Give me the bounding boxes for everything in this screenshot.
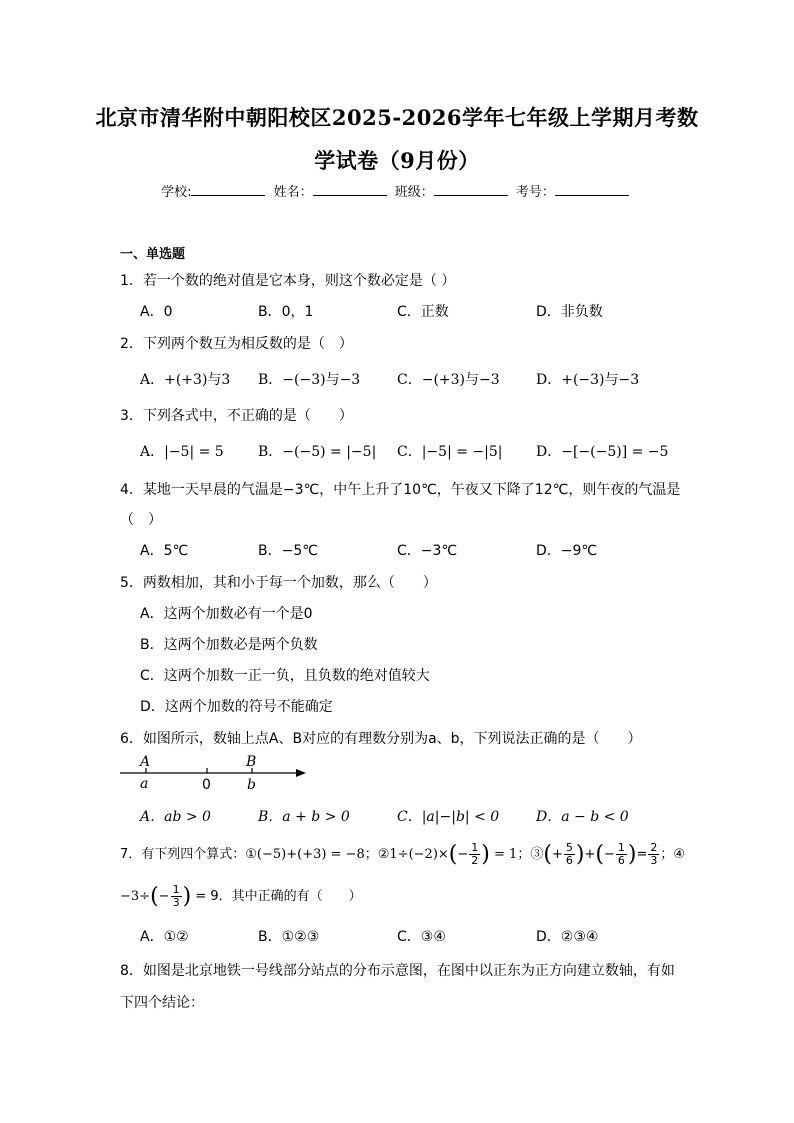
q7-frac-one-three: $\frac{1}{3}$ bbox=[172, 883, 180, 909]
q2-option-a[interactable]: A．+(+3)与3 bbox=[140, 372, 231, 388]
q3-option-d[interactable]: D．−[−(−5)] = −5 bbox=[536, 444, 669, 460]
q7-frac-half: $\frac{1}{2}$ bbox=[471, 841, 479, 867]
q6-option-d[interactable]: D．a − b < 0 bbox=[536, 809, 629, 825]
q3-option-a[interactable]: A．|−5| = 5 bbox=[140, 444, 224, 460]
point-b-label: B bbox=[246, 754, 257, 770]
class-label: 班级： bbox=[394, 185, 434, 200]
q6-option-c[interactable]: C．|a|−|b| < 0 bbox=[397, 809, 500, 825]
id-blank[interactable] bbox=[555, 183, 629, 196]
q4-option-d[interactable]: D．−9℃ bbox=[536, 543, 598, 559]
question-5-stem: 5．两数相加，其和小于每一个加数，那么（ ） bbox=[120, 575, 437, 591]
student-info-line bbox=[0, 181, 794, 200]
school-blank[interactable] bbox=[191, 183, 265, 196]
question-6-stem: 6．如图所示，数轴上点A、B对应的有理数分别为a、b，下列说法正确的是（ ） bbox=[120, 731, 642, 747]
q7-expr4-pre: −3÷ bbox=[120, 889, 151, 904]
origin-label: 0 bbox=[202, 777, 211, 793]
value-a-label: a bbox=[140, 776, 149, 792]
q7-frac-two-three: $\frac{2}{3}$ bbox=[650, 841, 658, 867]
q7-option-d[interactable]: D．②③④ bbox=[536, 929, 599, 945]
q7-expr2-pre: ②1÷(−2)× bbox=[377, 847, 449, 862]
q2-option-c[interactable]: C．−(+3)与−3 bbox=[397, 372, 500, 388]
q4-option-a[interactable]: A．5℃ bbox=[140, 543, 189, 559]
q7-option-b[interactable]: B．①②③ bbox=[258, 929, 320, 945]
q5-option-b[interactable]: B．这两个加数必是两个负数 bbox=[140, 637, 318, 653]
question-7-stem-line2: −3÷(− $\frac{1}{3}$ ) = 9．其中正确的有（ ） bbox=[120, 883, 362, 909]
question-2-stem: 2．下列两个数互为相反数的是（ ） bbox=[120, 336, 353, 352]
school-label: 学校: bbox=[161, 185, 192, 200]
q7-frac-five-six: $\frac{5}{6}$ bbox=[565, 841, 573, 867]
q7-option-c[interactable]: C．③④ bbox=[397, 929, 446, 945]
point-a-label: A bbox=[140, 754, 151, 770]
exam-title-line2: 学试卷（9月份） bbox=[314, 148, 480, 173]
q4-option-c[interactable]: C．−3℃ bbox=[397, 543, 458, 559]
q2-option-b[interactable]: B．−(−3)与−3 bbox=[258, 372, 361, 388]
number-line-figure bbox=[118, 752, 318, 794]
q7-expr3-post: ；④ bbox=[660, 847, 685, 862]
name-label: 姓名： bbox=[273, 185, 313, 200]
question-4-stem-cont: （ ） bbox=[120, 512, 162, 528]
question-7-stem-line1: 7．有下列四个算式：①(−5)+(+3) = −8；②1÷(−2)×(− $\frac{1}{2}$ ) = 1；③(+ $\frac{5}{6}$ )+(− $\frac{1}{6}$ )= $\frac{2}{3}$ ；④ bbox=[120, 841, 685, 867]
q7-expr4-post: = 9．其中正确的有（ ） bbox=[191, 889, 362, 904]
q7-frac-one-six: $\frac{1}{6}$ bbox=[617, 841, 625, 867]
q7-option-a[interactable]: A．①② bbox=[140, 929, 189, 945]
q1-option-a[interactable]: A．0 bbox=[140, 304, 173, 320]
q7-expr2-post: = 1； bbox=[489, 847, 531, 862]
q7-expr3-pre: ③ bbox=[530, 847, 544, 862]
question-1-stem: 1．若一个数的绝对值是它本身，则这个数必定是（ ） bbox=[120, 273, 456, 289]
q6-option-b[interactable]: B．a + b > 0 bbox=[258, 809, 350, 825]
section-title: 一、单选题 bbox=[120, 247, 186, 262]
q1-option-c[interactable]: C．正数 bbox=[397, 304, 449, 320]
question-3-stem: 3．下列各式中，不正确的是（ ） bbox=[120, 408, 353, 424]
q1-option-d[interactable]: D．非负数 bbox=[536, 304, 603, 320]
question-4-stem: 4．某地一天早晨的气温是−3℃，中午上升了10℃，午夜又下降了12℃，则午夜的气温是 bbox=[120, 482, 681, 498]
q7-intro: 7．有下列四个算式： bbox=[120, 847, 246, 862]
q7-expr1: ①(−5)+(+3) = −8； bbox=[245, 847, 378, 862]
id-label: 考号： bbox=[515, 185, 555, 200]
q3-option-b[interactable]: B．−(−5) = |−5| bbox=[258, 444, 377, 460]
arrow-right-icon bbox=[296, 769, 306, 777]
question-8-stem-cont: 下四个结论： bbox=[120, 995, 204, 1011]
value-b-label: b bbox=[247, 777, 256, 793]
class-blank[interactable] bbox=[434, 183, 508, 196]
q6-option-a[interactable]: A．ab > 0 bbox=[140, 809, 211, 825]
q2-option-d[interactable]: D．+(−3)与−3 bbox=[536, 372, 640, 388]
q3-option-c[interactable]: C．|−5| = −|5| bbox=[397, 444, 503, 460]
name-blank[interactable] bbox=[313, 183, 387, 196]
question-8-stem: 8．如图是北京地铁一号线部分站点的分布示意图，在图中以正东为正方向建立数轴，有如 bbox=[120, 963, 675, 979]
q5-option-a[interactable]: A．这两个加数必有一个是0 bbox=[140, 606, 313, 622]
q1-option-b[interactable]: B．0，1 bbox=[258, 304, 314, 320]
q5-option-d[interactable]: D．这两个加数的符号不能确定 bbox=[140, 699, 333, 715]
q4-option-b[interactable]: B．−5℃ bbox=[258, 543, 318, 559]
q5-option-c[interactable]: C．这两个加数一正一负，且负数的绝对值较大 bbox=[140, 668, 430, 684]
exam-title-line1: 北京市清华附中朝阳校区2025-2026学年七年级上学期月考数 bbox=[95, 105, 699, 130]
